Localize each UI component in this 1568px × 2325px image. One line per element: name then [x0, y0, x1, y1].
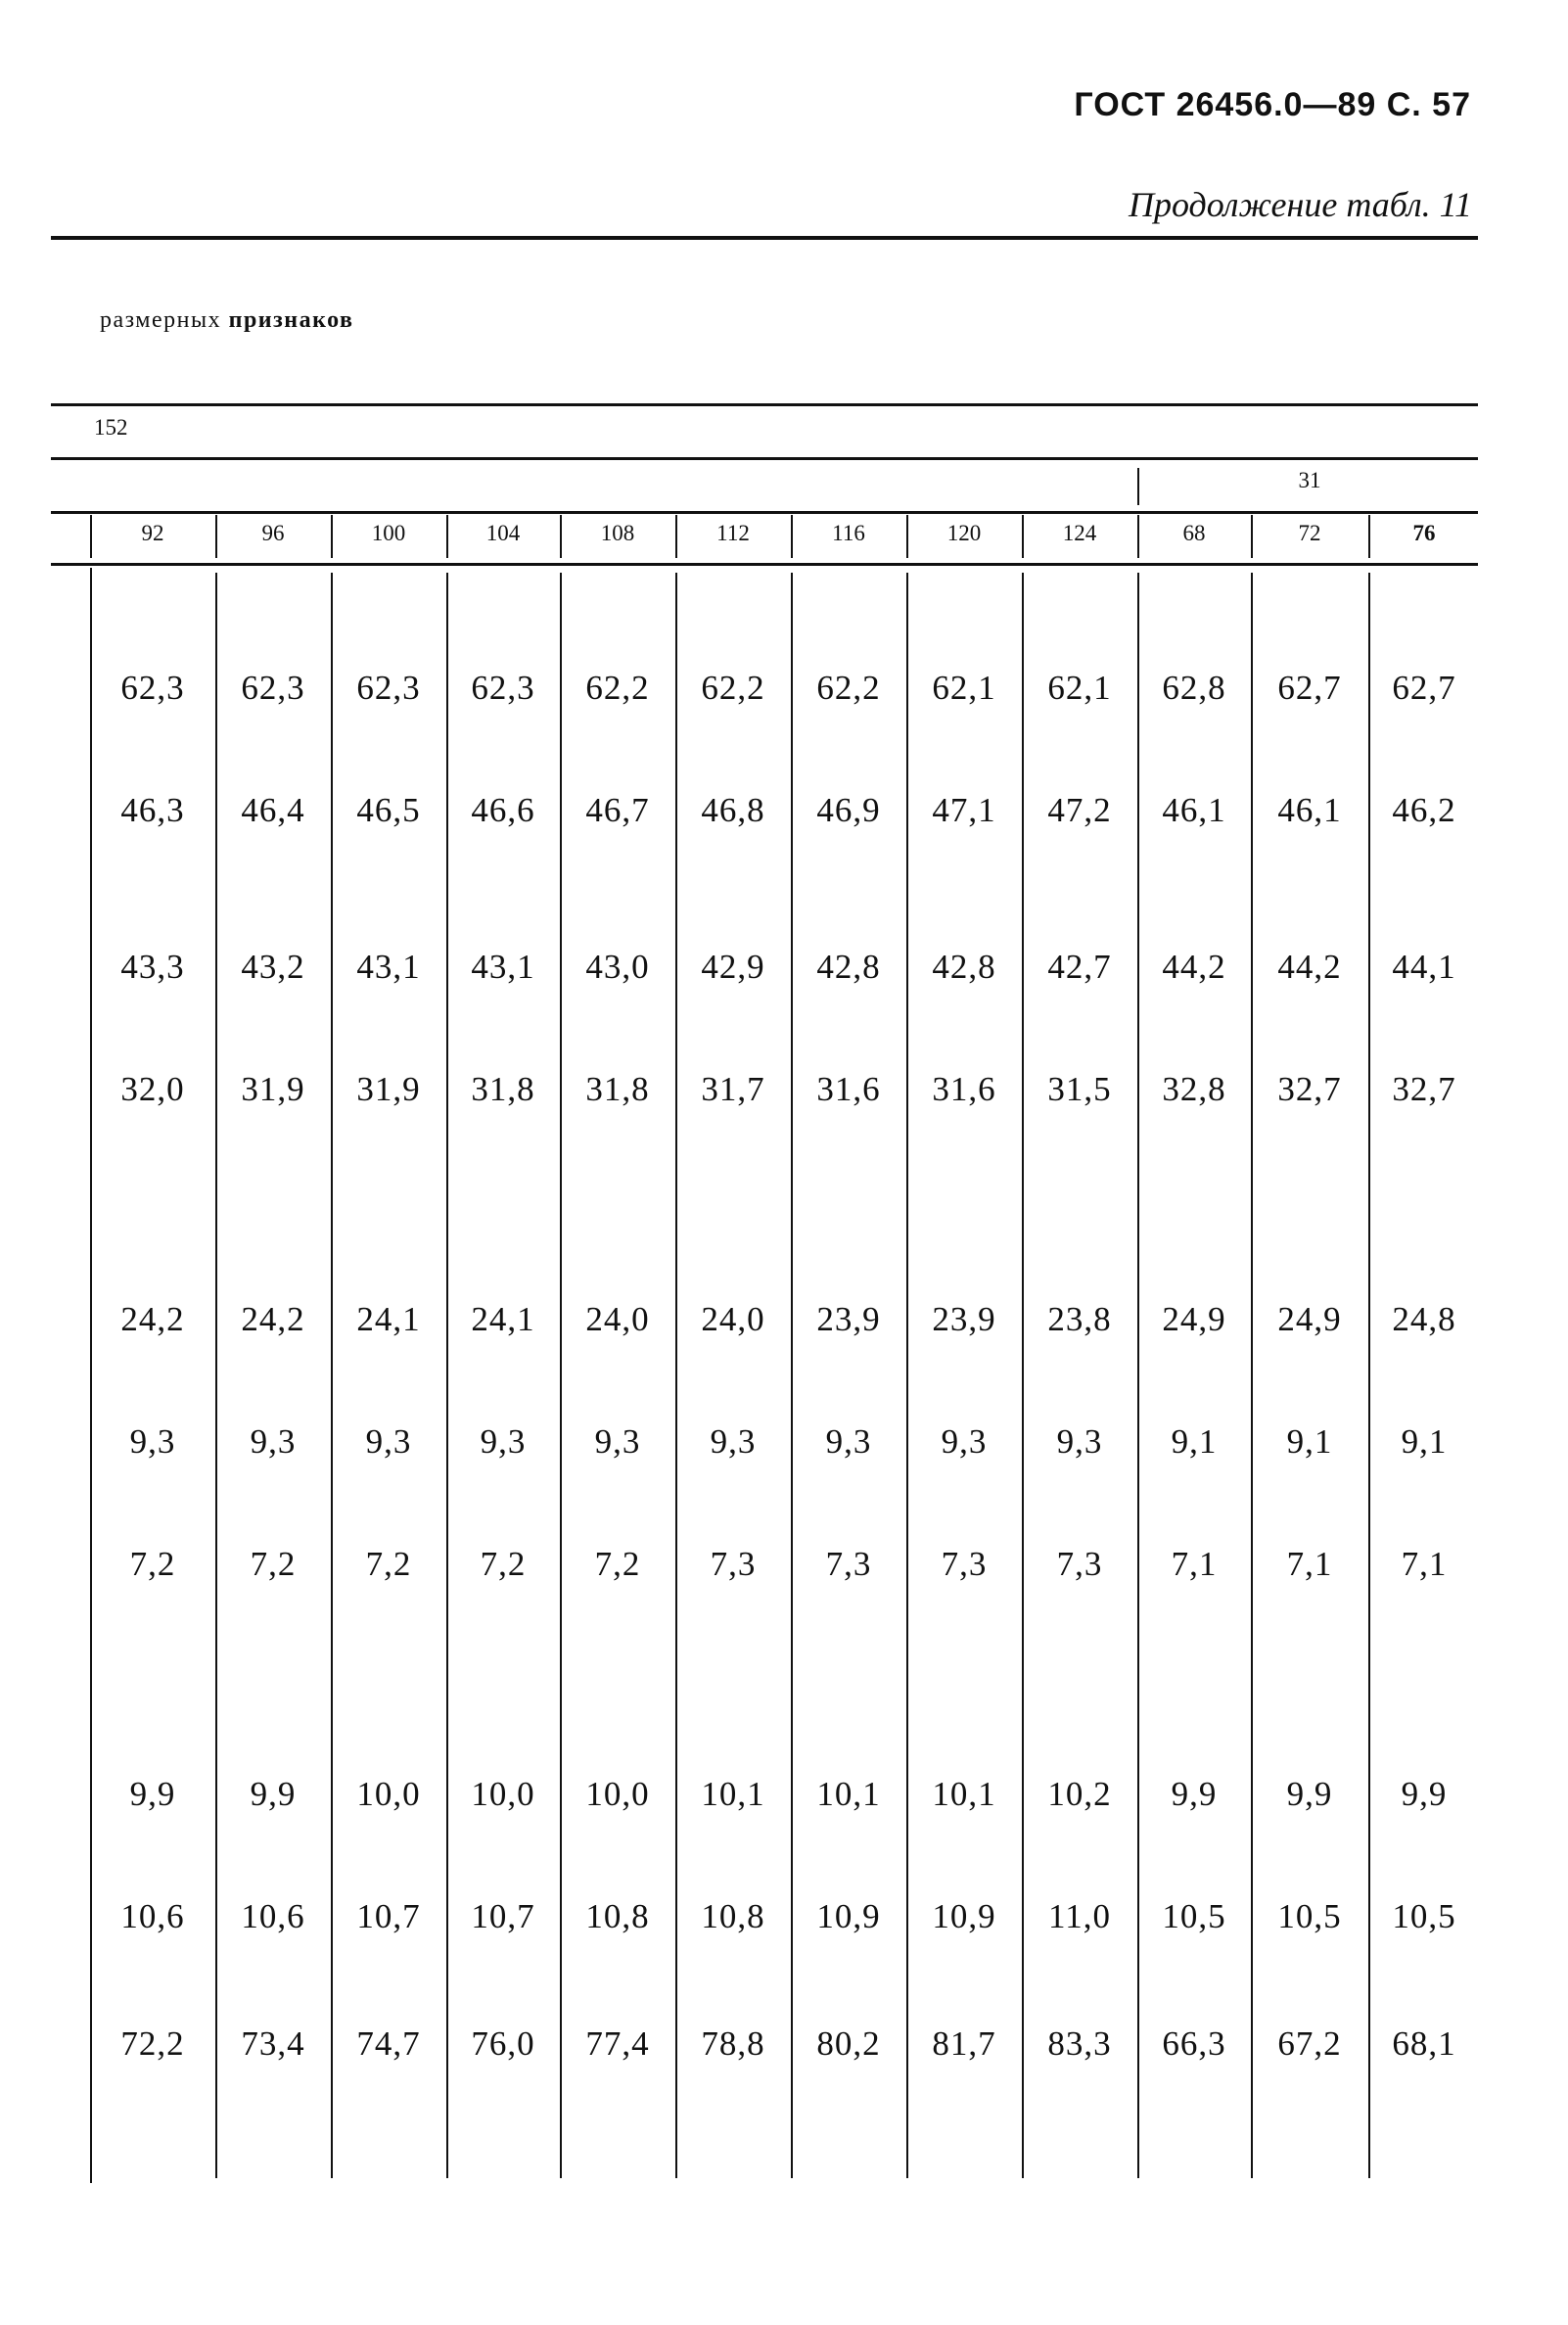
table-cell: 9,3	[941, 1422, 988, 1461]
table-cell: 23,9	[816, 1300, 881, 1338]
table-cell: 62,2	[585, 669, 650, 707]
table-continuation-caption: Продолжение табл. 11	[1128, 185, 1472, 224]
table-cell: 10,5	[1392, 1897, 1456, 1935]
column-header-124: 124	[1062, 521, 1097, 545]
header-column-divider	[791, 515, 793, 558]
table-cell: 24,0	[701, 1300, 765, 1338]
table-cell: 31,8	[585, 1070, 650, 1108]
table-cell: 44,2	[1277, 948, 1342, 986]
table-cell: 43,2	[241, 948, 305, 986]
table-cell: 11,0	[1048, 1897, 1111, 1935]
table-cell: 9,3	[250, 1422, 297, 1461]
table-cell: 81,7	[932, 2024, 996, 2063]
table-cell: 7,1	[1286, 1545, 1333, 1583]
header-column-divider	[560, 515, 562, 558]
table-cell: 62,3	[356, 669, 421, 707]
table-cell: 9,9	[250, 1775, 297, 1813]
column-header-104: 104	[485, 521, 521, 545]
table-cell: 9,1	[1401, 1422, 1448, 1461]
column-header-68: 68	[1182, 521, 1206, 545]
table-cell: 31,6	[816, 1070, 881, 1108]
table-cell: 9,9	[1401, 1775, 1448, 1813]
table-cell: 62,2	[701, 669, 765, 707]
table-top-rule	[51, 403, 1478, 406]
table-cell: 24,0	[585, 1300, 650, 1338]
table-cell: 78,8	[701, 2024, 765, 2063]
table-cell: 66,3	[1162, 2024, 1226, 2063]
table-cell: 10,6	[241, 1897, 305, 1935]
table-cell: 44,1	[1392, 948, 1456, 986]
table-cell: 83,3	[1047, 2024, 1112, 2063]
table-cell: 74,7	[356, 2024, 421, 2063]
table-cell: 24,2	[241, 1300, 305, 1338]
table-cell: 47,1	[932, 791, 996, 829]
header-column-divider	[215, 515, 217, 558]
table-cell: 43,0	[585, 948, 650, 986]
table-cell: 9,3	[480, 1422, 527, 1461]
table-cell: 9,3	[594, 1422, 641, 1461]
column-header-92: 92	[141, 521, 164, 545]
table-cell: 80,2	[816, 2024, 881, 2063]
table-cell: 43,3	[120, 948, 185, 986]
table-cell: 62,8	[1162, 669, 1226, 707]
header-column-divider	[675, 515, 677, 558]
table-cell: 62,1	[932, 669, 996, 707]
table-cell: 46,7	[585, 791, 650, 829]
table-cell: 24,8	[1392, 1300, 1456, 1338]
table-cell: 43,1	[471, 948, 535, 986]
table-cell: 10,9	[816, 1897, 881, 1935]
table-cell: 9,9	[129, 1775, 176, 1813]
table-cell: 10,7	[471, 1897, 535, 1935]
group-rule	[51, 457, 1478, 460]
table-cell: 68,1	[1392, 2024, 1456, 2063]
table-cell: 10,9	[932, 1897, 996, 1935]
table-cell: 9,3	[129, 1422, 176, 1461]
group-divider	[1137, 468, 1139, 505]
table-cell: 7,1	[1171, 1545, 1218, 1583]
table-cell: 47,2	[1047, 791, 1112, 829]
top-rule	[51, 236, 1478, 240]
table-cell: 10,8	[701, 1897, 765, 1935]
table-cell: 42,8	[816, 948, 881, 986]
table-cell: 42,7	[1047, 948, 1112, 986]
table-cell: 32,0	[120, 1070, 185, 1108]
table-cell: 9,1	[1286, 1422, 1333, 1461]
table-cell: 31,7	[701, 1070, 765, 1108]
header-column-divider	[331, 515, 333, 558]
table-cell: 62,2	[816, 669, 881, 707]
table-cell: 76,0	[471, 2024, 535, 2063]
table-cell: 10,0	[356, 1775, 421, 1813]
header-column-divider	[446, 515, 448, 558]
table-cell: 62,3	[471, 669, 535, 707]
group-label-152: 152	[94, 415, 128, 440]
column-header-76: 76	[1412, 521, 1436, 545]
table-cell: 9,1	[1171, 1422, 1218, 1461]
table-cell: 9,9	[1171, 1775, 1218, 1813]
table-cell: 9,3	[710, 1422, 757, 1461]
table-cell: 9,9	[1286, 1775, 1333, 1813]
header-column-divider	[1022, 515, 1024, 558]
table-cell: 7,2	[594, 1545, 641, 1583]
table-cell: 7,2	[129, 1545, 176, 1583]
table-cell: 43,1	[356, 948, 421, 986]
table-cell: 24,9	[1162, 1300, 1226, 1338]
subtitle-part-1: размерных	[100, 307, 222, 333]
column-header-108: 108	[600, 521, 635, 545]
table-cell: 24,2	[120, 1300, 185, 1338]
table-cell: 72,2	[120, 2024, 185, 2063]
table-cell: 67,2	[1277, 2024, 1342, 2063]
table-cell: 46,4	[241, 791, 305, 829]
table-cell: 46,6	[471, 791, 535, 829]
table-cell: 10,1	[816, 1775, 881, 1813]
table-cell: 10,6	[120, 1897, 185, 1935]
table-cell: 9,3	[825, 1422, 872, 1461]
table-cell: 31,9	[241, 1070, 305, 1108]
table-cell: 10,8	[585, 1897, 650, 1935]
header-column-divider	[906, 515, 908, 558]
table-cell: 62,7	[1277, 669, 1342, 707]
table-cell: 7,2	[480, 1545, 527, 1583]
document-reference: ГОСТ 26456.0—89 С. 57	[1074, 86, 1471, 123]
table-cell: 77,4	[585, 2024, 650, 2063]
table-cell: 7,3	[941, 1545, 988, 1583]
column-header-116: 116	[832, 521, 865, 545]
table-cell: 32,7	[1392, 1070, 1456, 1108]
header-column-divider	[90, 515, 92, 558]
table-cell: 23,9	[932, 1300, 996, 1338]
table-cell: 7,3	[710, 1545, 757, 1583]
table-cell: 62,1	[1047, 669, 1112, 707]
table-cell: 42,8	[932, 948, 996, 986]
column-header-112: 112	[716, 521, 750, 545]
table-cell: 31,9	[356, 1070, 421, 1108]
table-cell: 7,2	[250, 1545, 297, 1583]
table-cell: 9,3	[365, 1422, 412, 1461]
table-cell: 10,7	[356, 1897, 421, 1935]
table-subtitle	[100, 307, 353, 334]
table-cell: 46,1	[1162, 791, 1226, 829]
header-column-divider	[1368, 515, 1370, 558]
header-column-divider	[1137, 515, 1139, 558]
header-column-divider	[1251, 515, 1253, 558]
table-cell: 46,1	[1277, 791, 1342, 829]
table-cell: 62,3	[120, 669, 185, 707]
table-cell: 31,6	[932, 1070, 996, 1108]
table-cell: 46,9	[816, 791, 881, 829]
table-cell: 24,1	[356, 1300, 421, 1338]
table-cell: 10,5	[1162, 1897, 1226, 1935]
table-cell: 31,5	[1047, 1070, 1112, 1108]
table-cell: 10,0	[471, 1775, 535, 1813]
column-header-72: 72	[1298, 521, 1321, 545]
table-cell: 10,1	[701, 1775, 765, 1813]
table-cell: 62,3	[241, 669, 305, 707]
table-cell: 9,3	[1056, 1422, 1103, 1461]
table-cell: 73,4	[241, 2024, 305, 2063]
table-cell: 24,9	[1277, 1300, 1342, 1338]
table-cell: 46,2	[1392, 791, 1456, 829]
table-cell: 7,3	[1056, 1545, 1103, 1583]
table-cell: 32,7	[1277, 1070, 1342, 1108]
group-label-31: 31	[1298, 468, 1321, 492]
table-cell: 10,1	[932, 1775, 996, 1813]
table-cell: 46,3	[120, 791, 185, 829]
table-cell: 46,5	[356, 791, 421, 829]
column-header-120: 120	[946, 521, 982, 545]
table-cell: 7,3	[825, 1545, 872, 1583]
table-cell: 7,1	[1401, 1545, 1448, 1583]
table-cell: 46,8	[701, 791, 765, 829]
table-cell: 7,2	[365, 1545, 412, 1583]
table-cell: 24,1	[471, 1300, 535, 1338]
table-cell: 42,9	[701, 948, 765, 986]
column-header-96: 96	[261, 521, 285, 545]
header-top-rule	[51, 511, 1478, 514]
column-header-100: 100	[371, 521, 406, 545]
header-bottom-rule	[51, 563, 1478, 566]
table-cell: 10,0	[585, 1775, 650, 1813]
table-cell: 31,8	[471, 1070, 535, 1108]
table-cell: 32,8	[1162, 1070, 1226, 1108]
table-cell: 10,5	[1277, 1897, 1342, 1935]
table-cell: 62,7	[1392, 669, 1456, 707]
subtitle-part-2: признаков	[228, 307, 354, 333]
table-cell: 10,2	[1047, 1775, 1112, 1813]
table-cell: 44,2	[1162, 948, 1226, 986]
table-cell: 23,8	[1047, 1300, 1112, 1338]
